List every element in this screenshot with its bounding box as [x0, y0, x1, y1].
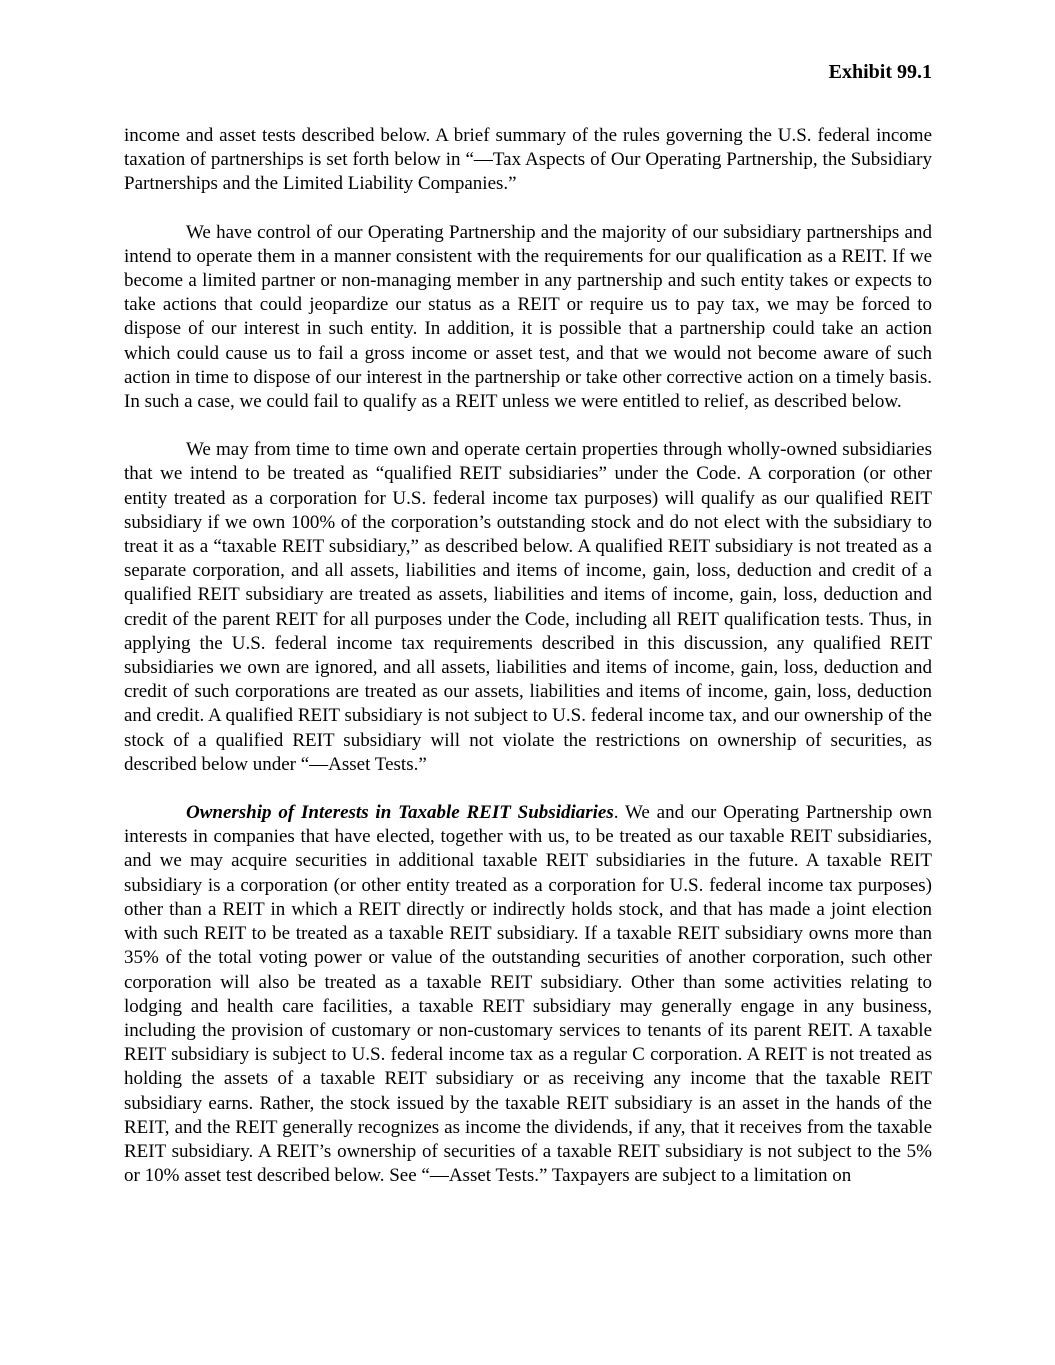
paragraph-income-asset-tests: income and asset tests described below. A brief summary of the rules governing the U.S. federal income taxation of partnerships is set forth below in “—Tax Aspects of Our Operating Partnership, the Subsidiary Partnerships and the Limited Liability Companies.” — [124, 125, 932, 195]
document-body — [124, 124, 932, 1188]
paragraph-operating-partnership-control: We have control of our Operating Partnership and the majority of our subsidiary partnerships and intend to operate them in a manner consistent with the requirements for our qualification as a REIT. If we become a limited partner or non-managing member in any partnership and such entity takes or expects to take actions that could jeopardize our status as a REIT or require us to pay tax, we may be forced to dispose of our interest in such entity. In addition, it is possible that a partnership could take an action which could cause us to fail a gross income or asset test, and that we would not become aware of such action in time to dispose of our interest in the partnership or take other corrective action on a timely basis. In such a case, we could fail to qualify as a REIT unless we were entitled to relief, as described below. — [124, 221, 932, 413]
paragraph-taxable-reit-subsidiaries — [124, 801, 932, 1188]
paragraph-taxable-reit-subsidiaries-heading: Ownership of Interests in Taxable REIT Subsidiaries — [186, 802, 614, 824]
exhibit-label: Exhibit 99.1 — [828, 61, 932, 83]
paragraph-qualified-reit-subsidiaries: We may from time to time own and operate certain properties through wholly-owned subsidiaries that we intend to be treated as “qualified REIT subsidiaries” under the Code. A corporation (or other entity treated as a corporation for U.S. federal income tax purposes) will qualify as our qualified REIT subsidiary if we own 100% of the corporation’s outstanding stock and do not elect with the subsidiary to treat it as a “taxable REIT subsidiary,” as described below. A qualified REIT subsidiary is not treated as a separate corporation, and all assets, liabilities and items of income, gain, loss, deduction and credit of a qualified REIT subsidiary are treated as assets, liabilities and items of income, gain, loss, deduction and credit of the parent REIT for all purposes under the Code, including all REIT qualification tests. Thus, in applying the U.S. federal income tax requirements described in this discussion, any qualified REIT subsidiaries we own are ignored, and all assets, liabilities and items of income, gain, loss, deduction and credit of such corporations are treated as our assets, liabilities and items of income, gain, loss, deduction and credit. A qualified REIT subsidiary is not subject to U.S. federal income tax, and our ownership of the stock of a qualified REIT subsidiary will not violate the restrictions on ownership of securities, as described below under “—Asset Tests.” — [124, 439, 932, 775]
paragraph-taxable-reit-subsidiaries-text: . We and our Operating Partnership own interests in companies that have elected, together with us, to be treated as our taxable REIT subsidiaries, and we may acquire securities in additional taxable REIT subsidiaries in the future. A taxable REIT subsidiary is a corporation (or other entity treated as a corporation for U.S. federal income tax purposes) other than a REIT in which a REIT directly or indirectly holds stock, and that has made a joint election with such REIT to be treated as a taxable REIT subsidiary. If a taxable REIT subsidiary owns more than 35% of the total voting power or value of the outstanding securities of another corporation, such other corporation will also be treated as a taxable REIT subsidiary. Other than some activities relating to lodging and health care facilities, a taxable REIT subsidiary may generally engage in any business, including the provision of customary or non-customary services to tenants of its parent REIT. A taxable REIT subsidiary is subject to U.S. federal income tax as a regular C corporation. A REIT is not treated as holding the assets of a taxable REIT subsidiary or as receiving any income that the taxable REIT subsidiary earns. Rather, the stock issued by the taxable REIT subsidiary is an asset in the hands of the REIT, and the REIT generally recognizes as income the dividends, if any, that it receives from the taxable REIT subsidiary. A REIT’s ownership of securities of a taxable REIT subsidiary is not subject to the 5% or 10% asset test described below. See “—Asset Tests.” Taxpayers are subject to a limitation on — [124, 802, 932, 1187]
